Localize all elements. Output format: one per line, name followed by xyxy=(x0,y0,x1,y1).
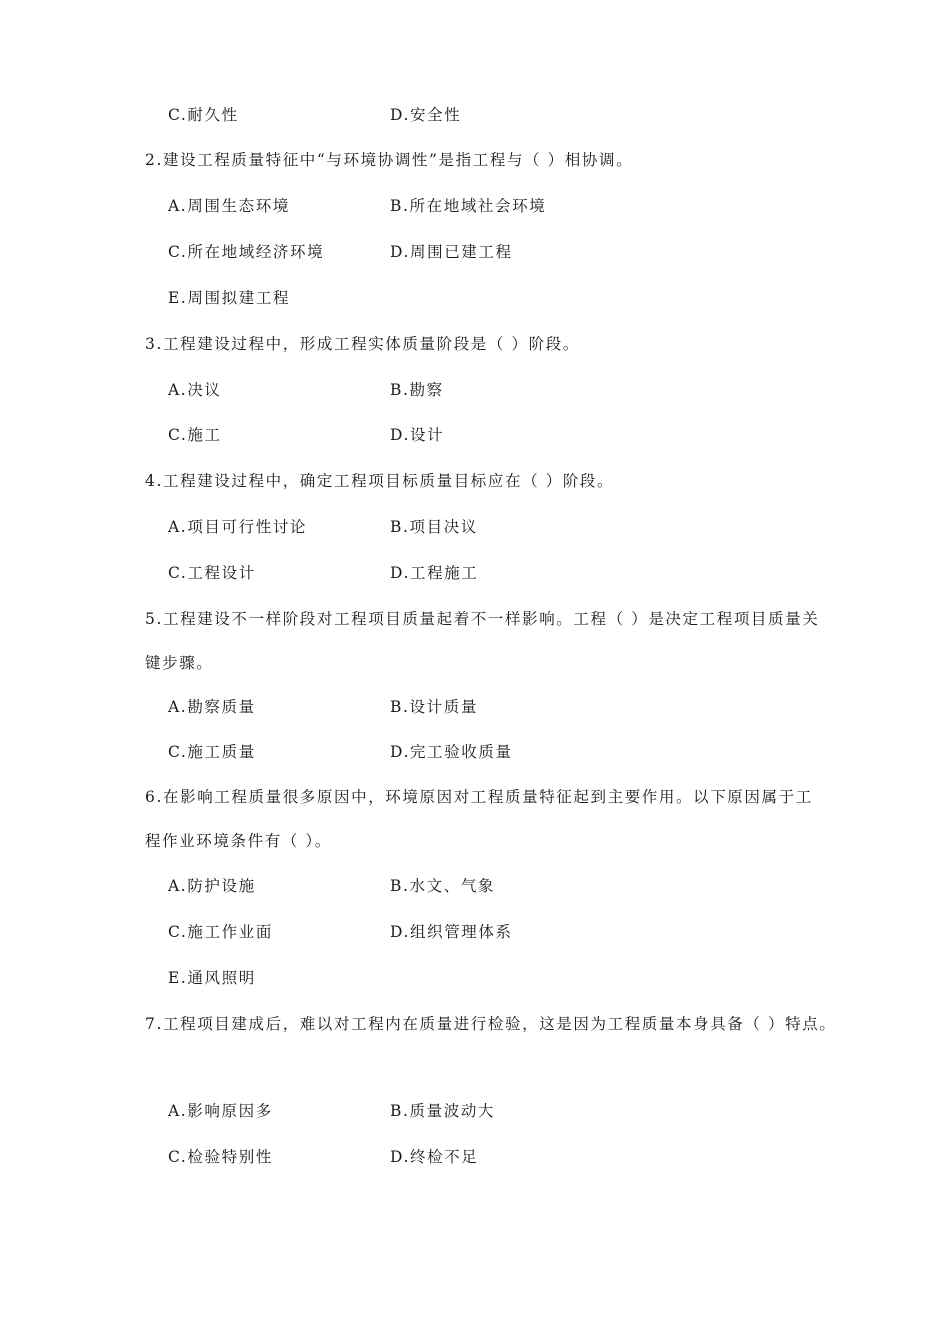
question-text: 4.工程建设过程中，确定工程项目标质量目标应在（ ）阶段。 xyxy=(145,472,615,490)
answer-option: D.完工验收质量 xyxy=(390,743,513,761)
answer-option: A.影响原因多 xyxy=(168,1102,273,1120)
answer-option: C.施工作业面 xyxy=(168,923,273,941)
answer-option: B.勘察 xyxy=(390,381,444,399)
answer-option: E.通风照明 xyxy=(168,969,256,987)
answer-option: D.设计 xyxy=(390,426,445,444)
answer-option: D.终检不足 xyxy=(390,1148,479,1166)
question-text: 5.工程建设不一样阶段对工程项目质量起着不一样影响。工程（ ）是决定工程项目质量关 xyxy=(145,610,820,628)
answer-option: E.周围拟建工程 xyxy=(168,289,291,307)
answer-option: A.勘察质量 xyxy=(168,698,256,716)
answer-option: C.施工质量 xyxy=(168,743,256,761)
answer-option: C.工程设计 xyxy=(168,564,256,582)
answer-option: C.施工 xyxy=(168,426,222,444)
answer-option: B.项目决议 xyxy=(390,518,478,536)
question-text: 程作业环境条件有（ ）。 xyxy=(145,832,332,850)
answer-option: D.组织管理体系 xyxy=(390,923,513,941)
answer-option: C.耐久性 xyxy=(168,106,239,124)
answer-option: D.安全性 xyxy=(390,106,462,124)
question-text: 3.工程建设过程中，形成工程实体质量阶段是（ ）阶段。 xyxy=(145,335,580,353)
answer-option: B.所在地域社会环境 xyxy=(390,197,547,215)
answer-option: B.水文、气象 xyxy=(390,877,496,895)
answer-option: A.周围生态环境 xyxy=(168,197,290,215)
answer-option: D.周围已建工程 xyxy=(390,243,513,261)
answer-option: C.检验特别性 xyxy=(168,1148,273,1166)
answer-option: A.防护设施 xyxy=(168,877,256,895)
answer-option: B.质量波动大 xyxy=(390,1102,496,1120)
question-text: 6.在影响工程质量很多原因中，环境原因对工程质量特征起到主要作用。以下原因属于工 xyxy=(145,788,813,806)
answer-option: D.工程施工 xyxy=(390,564,479,582)
question-text: 7.工程项目建成后，难以对工程内在质量进行检验，这是因为工程质量本身具备（ ）特点。 xyxy=(145,1015,837,1033)
question-text: 2.建设工程质量特征中“与环境协调性”是指工程与（ ）相协调。 xyxy=(145,151,634,169)
question-text: 键步骤。 xyxy=(145,654,214,672)
answer-option: C.所在地域经济环境 xyxy=(168,243,325,261)
answer-option: B.设计质量 xyxy=(390,698,478,716)
answer-option: A.决议 xyxy=(168,381,222,399)
answer-option: A.项目可行性讨论 xyxy=(168,518,308,536)
